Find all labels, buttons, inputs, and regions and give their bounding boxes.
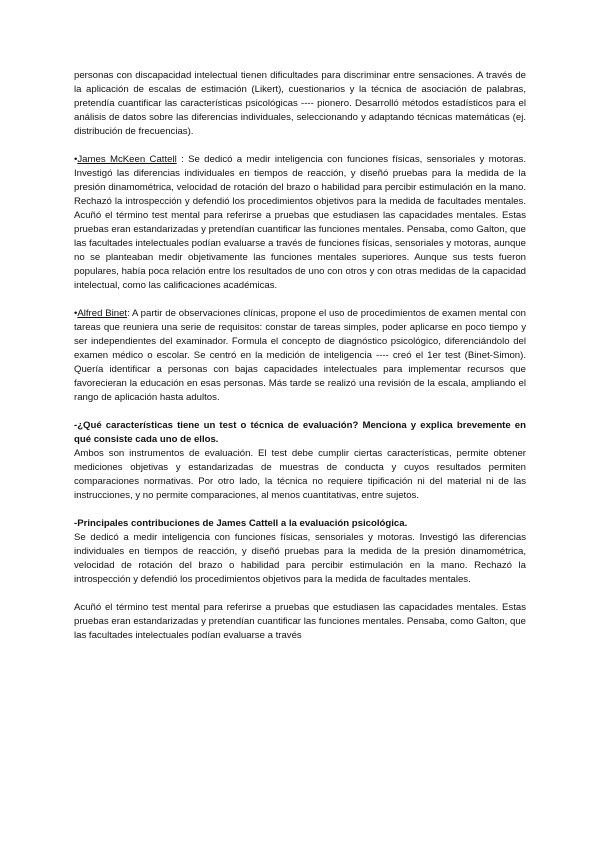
spacer (74, 503, 526, 517)
question-2-answer-2: Acuñó el término test mental para referirse a pruebas que estudiasen las capacidades mentales. Estas pruebas eran estandarizadas y pretendían cuantificar las funciones mentales. Pensaba, como Galton, que las facultades intelectuales podían evaluarse a través (74, 602, 526, 641)
question-2-heading: -Principales contribuciones de James Cattell a la evaluación psicológica. (74, 518, 408, 529)
document-body (74, 69, 526, 643)
cattell-name: James McKeen Cattell (77, 154, 177, 165)
spacer (74, 587, 526, 601)
bullet: • (74, 154, 78, 165)
spacer (74, 293, 526, 307)
cattell-text: : Se dedicó a medir inteligencia con funciones físicas, sensoriales y motoras. Investigó las diferencias individuales en tiempos de reacción, y diseñó pruebas para la medida de la presión dinamométrica, velocidad de rotación del brazo o habilidad para percibir estimulación en la mano. Rechazó la introspección y defendió los procedimientos objetivos para la medida de facultades mentales. Acuñó el término test mental para referirse a pruebas que estudiasen las capacidades mentales. Estas pruebas eran estandarizadas y pretendían cuantificar las funciones mentales. Pensaba, como Galton, que las facultades intelectuales podían evaluarse a través de funciones físicas, sensoriales y motoras, aunque no se planteaban medir objetivamente las funciones mentales superiores. Aunque sus tests fueron populares, había poca relación entre los resultados de uno con otros y con otras medidas de la capacidad intelectual, como las calificaciones académicas. (74, 154, 526, 291)
question-1-answer: Ambos son instrumentos de evaluación. El test debe cumplir ciertas características, permite obtener mediciones objetivas y estandarizadas de muestras de conducta y cuyos resultados permiten comparaciones normativas. Por otro lado, la técnica no requiere tipificación ni del material ni de las instrucciones, y no permite comparaciones, al menos cuantitativas, entre sujetos. (74, 448, 526, 501)
cattell-paragraph (74, 153, 526, 293)
binet-text: : A partir de observaciones clínicas, propone el uso de procedimientos de examen mental con tareas que reuniera una serie de requisitos: constar de tareas simples, poder aplicarse en poco tiempo y ser independientes del examinador. Formula el concepto de diagnóstico psicológico, diferenciándolo del examen médico o escolar. Se centró en la medición de inteligencia ---- creó el 1er test (Binet-Simon). Quería identificar a personas con bajas capacidades intelectuales para implementar recursos que favorecieran la educación en esas personas. Más tarde se realizó una revisión de la escala, ampliando el rango de aplicación hasta adultos. (74, 308, 526, 403)
question-1-heading: -¿Qué características tiene un test o técnica de evaluación? Menciona y explica brevemente en qué consiste cada uno de ellos. (74, 420, 526, 445)
binet-name: Alfred Binet (77, 308, 128, 319)
spacer (74, 139, 526, 153)
intro-paragraph: personas con discapacidad intelectual tienen dificultades para discriminar entre sensaciones. A través de la aplicación de escalas de estimación (Likert), cuestionarios y la técnica de asociación de palabras, pretendía cuantificar las características psicológicas ---- pionero. Desarrolló métodos estadísticos para el análisis de datos sobre las diferencias individuales, seleccionando y adaptando técnicas matemáticas (ej. distribución de frecuencias). (74, 70, 526, 137)
spacer (74, 405, 526, 419)
binet-paragraph (74, 307, 526, 405)
question-2-answer-1: Se dedicó a medir inteligencia con funciones físicas, sensoriales y motoras. Investigó las diferencias individuales en tiempos de reacción, y diseñó pruebas para la medida de la presión dinamométrica, velocidad de rotación del brazo o habilidad para percibir estimulación en la mano. Rechazó la introspección y defendió los procedimientos objetivos para la medida de facultades mentales. (74, 532, 526, 585)
bullet: • (74, 308, 78, 319)
